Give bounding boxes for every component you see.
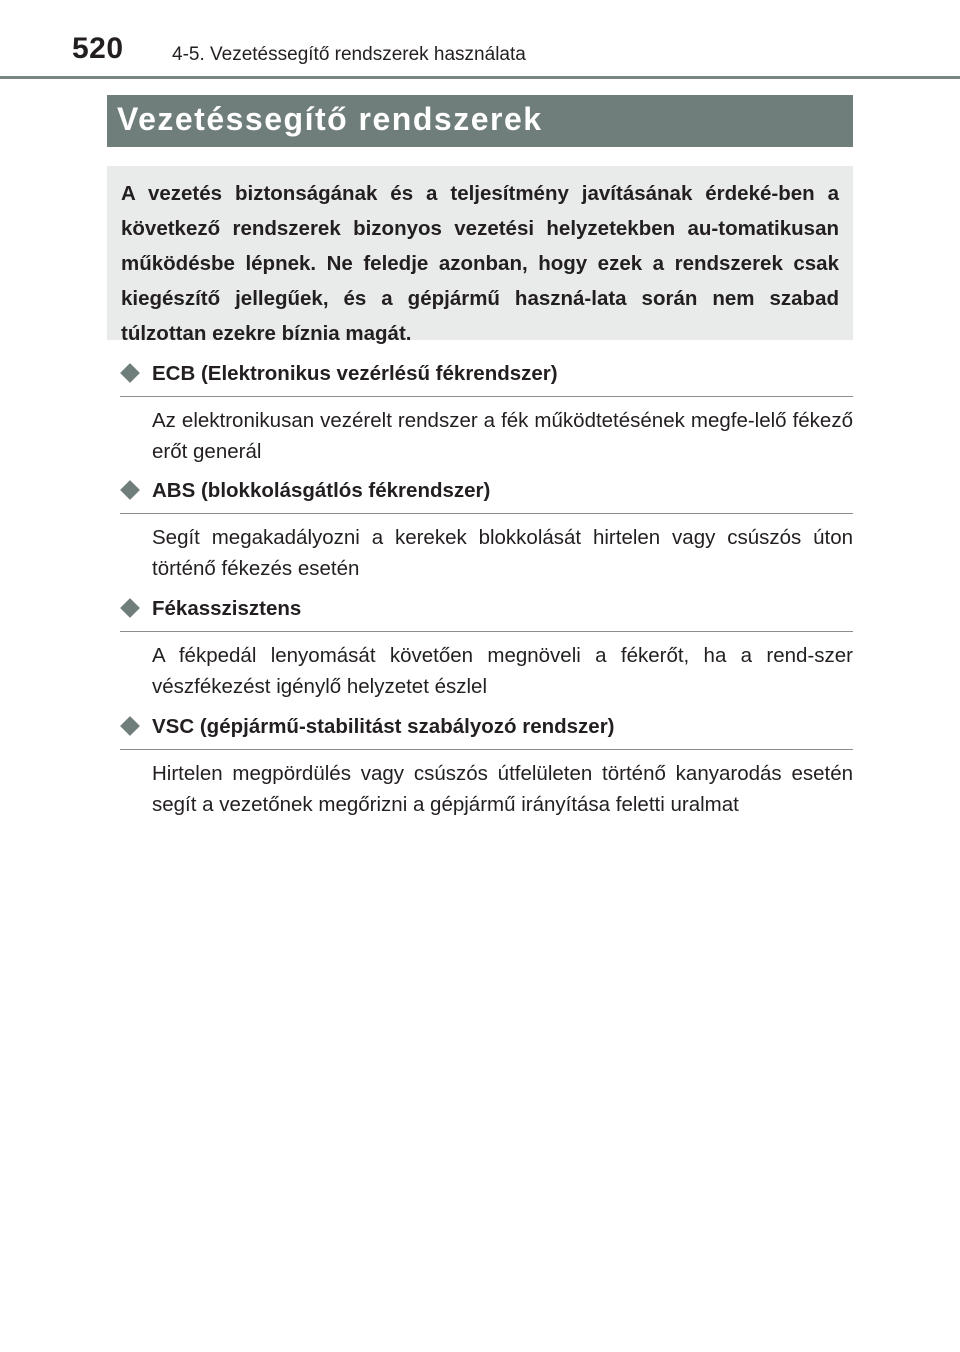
page-title: Vezetéssegítő rendszerek — [117, 101, 543, 137]
intro-box — [107, 166, 853, 345]
feature-title: ABS (blokkolásgátlós fékrendszer) — [152, 479, 491, 502]
feature-brake-assist — [120, 593, 853, 702]
feature-description: Segít megakadályozni a kerekek blokkolását hirtelen vagy csúszós úton történő fékezés esetén — [152, 526, 853, 580]
feature-description: Az elektronikusan vezérelt rendszer a fék működtetésének megfe-lelő fékező erőt generál — [152, 409, 853, 463]
page-number: 520 — [72, 32, 124, 65]
feature-description: A fékpedál lenyomását követően megnöveli a fékerőt, ha a rend-szer vészfékezést igénylő helyzetet észlel — [152, 644, 853, 698]
chapter-title: 4-5. Vezetéssegítő rendszerek használata — [172, 44, 526, 65]
diamond-bullet-icon — [120, 716, 140, 736]
diamond-bullet-icon — [120, 480, 140, 500]
section-title-bar — [107, 95, 853, 147]
feature-abs — [120, 475, 853, 584]
feature-title: Fékasszisztens — [152, 597, 302, 620]
feature-heading — [120, 711, 853, 750]
diamond-bullet-icon — [120, 598, 140, 618]
diamond-bullet-icon — [120, 363, 140, 383]
feature-heading — [120, 593, 853, 632]
feature-heading — [120, 475, 853, 514]
feature-vsc — [120, 711, 853, 820]
feature-heading — [120, 358, 853, 397]
intro-text: A vezetés biztonságának és a teljesítmény javításának érdeké-ben a következő rendszerek bizonyos vezetési helyzetekben au-tomatikusan működésbe lépnek. Ne feledje azonban, hogy ezek a rendszerek csak kiegészítő jellegűek, és a gépjármű haszná-lata során nem szabad túlzottan ezekre bíznia magát. — [121, 182, 839, 345]
header-divider — [0, 76, 960, 79]
feature-title: ECB (Elektronikus vezérlésű fékrendszer) — [152, 362, 558, 385]
feature-description: Hirtelen megpördülés vagy csúszós útfelületen történő kanyarodás esetén segít a vezetőnek megőrizni a gépjármű irányítása feletti uralmat — [152, 762, 853, 816]
feature-title: VSC (gépjármű-stabilitást szabályozó rendszer) — [152, 715, 615, 738]
feature-ecb — [120, 358, 853, 467]
